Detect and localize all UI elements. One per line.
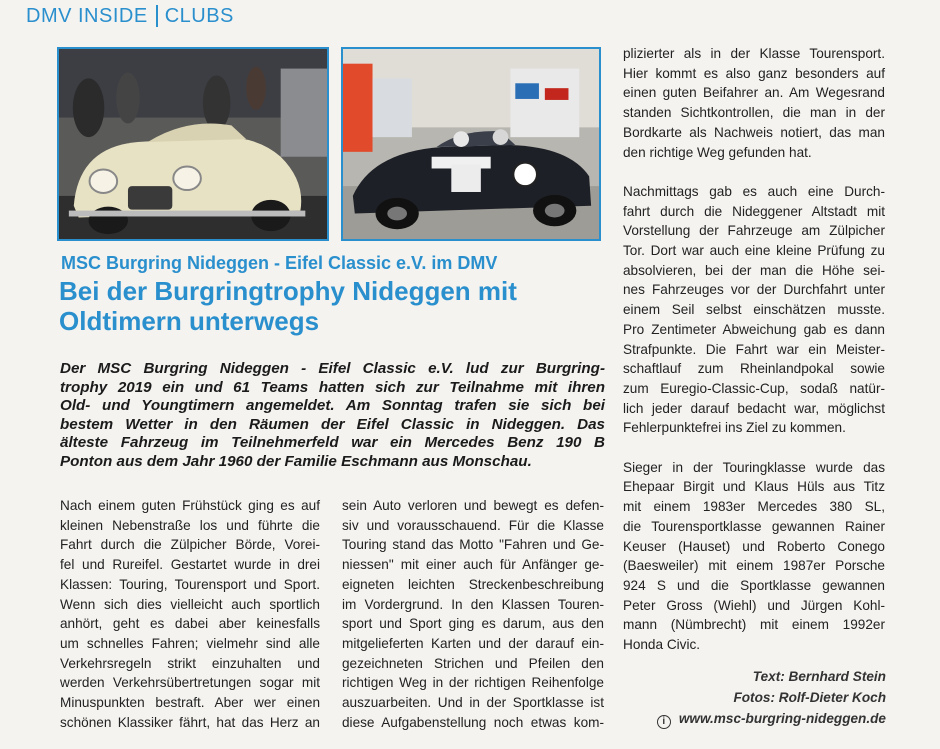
body-line: fel und Rureifel. Gestartet wurde in drei [60,557,320,573]
body-line: sein Auto verloren und bewegt es defen- [342,498,604,513]
body-line: nes Fahrzeuges vor der Durchfahrt unter [623,282,885,298]
body-line: absolvieren, bei der man die Höhe sei- [623,262,885,278]
body-line: werden Verkehrsübertretungen sogar mit [60,675,320,691]
body-line: zum Euregio-Classic-Cup, sodaß natür- [623,380,885,396]
body-line: (Baesweiler) mit einem 1987er Porsche [623,558,885,574]
body-line: um schnelles Fahren; vielmehr sind alle [60,635,320,651]
body-line: Nach einem guten Frühstück ging es auf [60,498,320,513]
body-line: Wenn sich dies vielleicht auch sportlich [60,596,320,612]
section-header [26,4,234,28]
photo-cream-roadster [57,47,329,241]
body-line: Minuspunkten bestraft. Aber wer einen [60,695,320,711]
body-line: Tor. Dort war auch eine kleine Prüfung zu [623,243,885,259]
body-line: mit einem 1983er Mercedes 380 SL, [623,499,885,515]
text-column-2 [342,496,604,732]
lead-line: Ponton aus dem Jahr 1960 der Familie Eschmann aus Monschau. [60,452,532,470]
lead-line: Old- und Youngtimern angemeldet. Am Sonntag trafen sie sich bei [60,397,605,415]
body-line: Bordkarte als Nachweis notiert, das man [623,124,885,140]
body-line: Verkehrsregeln strikt einzuhalten und [60,655,320,671]
body-line: Keuser (Hauset) und Roberto Conego [623,538,885,554]
body-line: Touring stand das Motto "Fahren und Ge- [342,537,604,553]
article-lead [60,360,605,472]
body-line: Ehepaar Birgit und Klaus Hüls aus Titz [623,479,885,495]
body-line: lich jeder darauf bedacht war, möglichst [623,400,885,416]
body-line: Klassen: Touring, Tourensport und Sport. [60,576,320,592]
body-line: kleinen Nebenstraße los und führte die [60,517,320,533]
text-column-1 [60,496,320,732]
body-line: Pro Zentimeter Abweichung gab es dann [623,321,885,337]
info-circle-icon: i [657,715,671,729]
body-line: niessen" mit einer auch für Anfänger ge- [342,557,604,573]
body-line: 924 S und die Sportklasse gewannen [623,577,885,593]
body-line: Nachmittags gab es auch eine Durch- [623,183,885,199]
body-line: Sieger in der Touringklasse wurde das [623,459,885,475]
body-line: richtigen Weg in der richtigen Reihenfolge [342,675,604,691]
body-line: einen guten Beifahrer an. Am Wegesrand [623,85,885,101]
body-line: Vorstellung der Fahrzeuge am Zülpicher [623,223,885,239]
body-line: die Tourensportklasse gewannen Rainer [623,518,885,534]
article-subhead: MSC Burgring Nideggen - Eifel Classic e.V. im DMV [61,253,498,273]
body-line: gezeichneten Strichen und Pfeilen den [342,655,604,671]
body-line: Fehlerpunktefrei ins Ziel zu kommen. [623,420,846,436]
article-title [59,276,599,336]
body-line: siv und vorausschauend. Für die Klasse [342,517,604,533]
body-line: Fahrt durch die Zülpicher Börde, Vorei- [60,537,320,553]
website-link[interactable]: www.msc-burgring-nideggen.de [678,711,886,726]
body-line: Honda Civic. [623,637,701,653]
body-line: schaftlauf zum Rheinlandpokal sowie [623,361,885,377]
body-line: Strafpunkte. Die Fahrt war ein Meister- [623,341,885,357]
subsection-label: CLUBS [164,4,234,27]
website-line [632,708,886,729]
body-line: mitgelieferten Karten und der darauf ein- [342,635,604,651]
body-line: diese Aufgabenstellung noch etwas kom- [342,714,604,730]
body-line: schönen Klassiker fährt, hat das Herz an [60,714,320,730]
body-line: standen Sichtkontrollen, die man in der [623,105,885,121]
lead-line: älteste Fahrzeug im Teilnehmerfeld war ein Mercedes Benz 190 B [60,434,605,452]
title-line: Oldtimern unterwegs [59,306,320,336]
header-divider [156,5,158,27]
paragraph-gap [623,438,885,458]
body-line: anhört, geht es dabei aber keinesfalls [60,616,320,632]
photo-black-sportscar [341,47,601,241]
body-line: den richtige Weg gefunden hat. [623,144,812,160]
body-line: Peter Gross (Wiehl) und Jürgen Kohl- [623,597,885,613]
body-line: einem Seil selbst einschätzen musste. [623,302,885,318]
body-line: eigneten leichten Streckenbeschreibung [342,576,604,592]
paragraph-gap [623,162,885,182]
body-line: Hier kommt es also ganz besonders auf [623,65,885,81]
article-credits [632,666,886,729]
text-column-3 [623,44,885,655]
section-label: DMV INSIDE [26,4,148,27]
photo-credit: Fotos: Rolf-Dieter Koch [733,690,886,705]
body-line: im Vordergrund. In den Klassen Touren- [342,596,604,612]
lead-line: trophy 2019 ein und 61 Teams hatten sich zur Teilnahme mit ihren [60,378,605,396]
text-credit: Text: Bernhard Stein [752,669,886,684]
body-line: mann (Nümbrecht) mit einem 1992er [623,617,885,633]
body-line: sport und Sport ging es darum, aus den [342,616,604,632]
body-line: fahrt durch die Nideggener Altstadt mit [623,203,885,219]
body-line: auszuarbeiten. Und in der Sportklasse ist [342,695,604,711]
title-line: Bei der Burgringtrophy Nideggen mit [59,276,517,306]
lead-line: Der MSC Burgring Nideggen - Eifel Classic e.V. lud zur Burgring- [60,360,605,377]
body-line: plizierter als in der Klasse Tourensport. [623,46,885,61]
lead-line: bestem Wetter in den Räumen der Eifel Classic in Nideggen. Das [60,415,605,433]
